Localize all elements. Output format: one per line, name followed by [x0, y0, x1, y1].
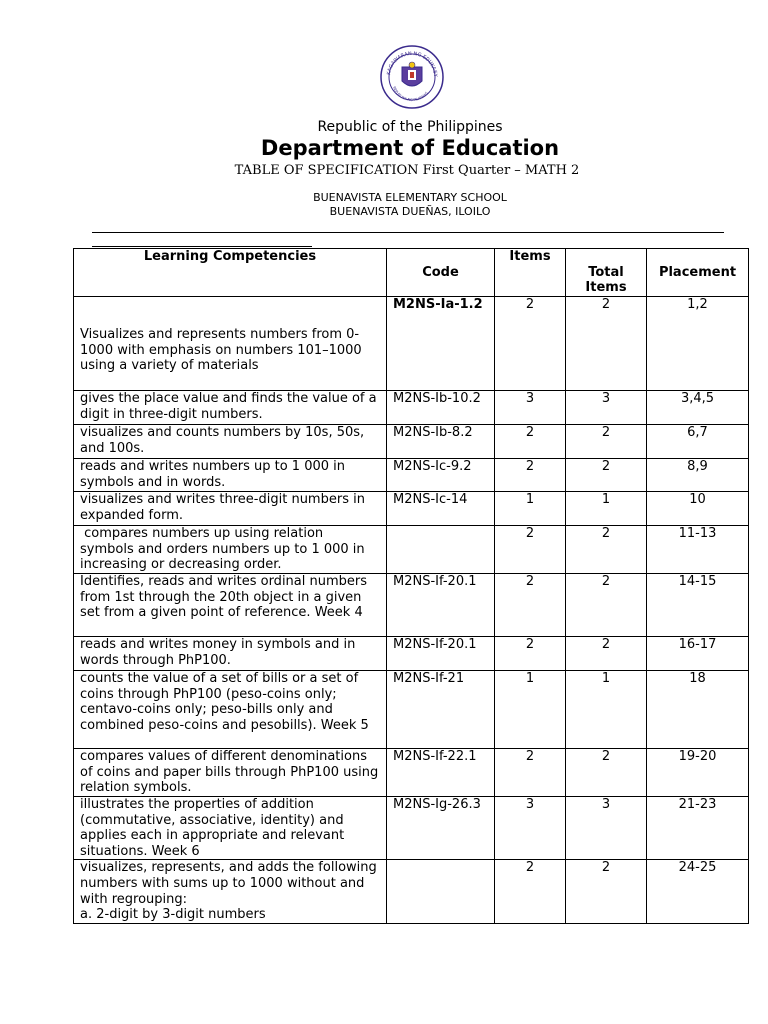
competency-cell: compares numbers up using relation symbols and orders numbers up to 1 000 in increasing or decreasing order.: [74, 526, 387, 574]
placement-cell: 6,7: [647, 425, 749, 459]
total-cell: 2: [566, 425, 647, 459]
svg-text:KAGAWARAN NG EDUKASYON: KAGAWARAN NG EDUKASY: [386, 50, 439, 77]
items-cell: 2: [495, 574, 566, 637]
competency-cell: counts the value of a set of bills or a set of coins through PhP100 (peso-coins only; centavo-coins only; peso-bills only and combined peso-coins and pesobills). Week 5: [74, 671, 387, 749]
header-total-items: Total Items: [566, 249, 647, 297]
divider-line-short: [92, 246, 312, 247]
total-cell: 1: [566, 671, 647, 749]
total-cell: 2: [566, 637, 647, 671]
competency-cell: reads and writes numbers up to 1 000 in symbols and in words.: [74, 459, 387, 492]
table-row: [74, 459, 749, 492]
competency-cell: Visualizes and represents numbers from 0-1000 with emphasis on numbers 101–1000 using a variety of materials: [74, 297, 387, 391]
department-heading: Department of Education: [260, 136, 560, 160]
items-cell: 1: [495, 671, 566, 749]
tos-title: TABLE OF SPECIFICATION First Quarter – MATH 2: [234, 163, 580, 178]
divider-line: [92, 232, 724, 233]
placement-cell: 1,2: [647, 297, 749, 391]
items-cell: 2: [495, 425, 566, 459]
table-row: [74, 860, 749, 923]
table-row: [74, 492, 749, 526]
competency-subitem: a. 2-digit by 3-digit numbers: [80, 907, 266, 923]
header-competency: Learning Competencies: [74, 249, 387, 297]
placement-cell: 19-20: [647, 749, 749, 797]
placement-cell: 3,4,5: [647, 391, 749, 425]
code-cell: M2NS-Ib-10.2: [387, 391, 495, 425]
table-row: [74, 297, 749, 391]
placement-cell: 14-15: [647, 574, 749, 637]
items-cell: 1: [495, 492, 566, 526]
code-cell: M2NS-If-22.1: [387, 749, 495, 797]
header-code: Code: [387, 249, 495, 297]
header-items: Items: [495, 249, 566, 297]
deped-seal-logo: [380, 45, 444, 109]
competency-cell: visualizes and writes three-digit numbers in expanded form.: [74, 492, 387, 526]
header-placement: Placement: [647, 249, 749, 297]
items-cell: 3: [495, 797, 566, 860]
competency-cell: gives the place value and finds the value of a digit in three-digit numbers.: [74, 391, 387, 425]
table-row: [74, 425, 749, 459]
total-cell: 2: [566, 574, 647, 637]
total-cell: 3: [566, 391, 647, 425]
placement-cell: 11-13: [647, 526, 749, 574]
items-cell: 2: [495, 459, 566, 492]
items-cell: 2: [495, 860, 566, 923]
code-cell: M2NS-Ib-8.2: [387, 425, 495, 459]
code-cell: [387, 860, 495, 923]
table-row: [74, 671, 749, 749]
code-cell: M2NS-If-21: [387, 671, 495, 749]
code-cell: M2NS-Ia-1.2: [387, 297, 495, 391]
items-cell: 2: [495, 526, 566, 574]
placement-cell: 24-25: [647, 860, 749, 923]
placement-cell: 10: [647, 492, 749, 526]
code-cell: M2NS-If-20.1: [387, 574, 495, 637]
placement-cell: 8,9: [647, 459, 749, 492]
total-cell: 2: [566, 749, 647, 797]
competency-cell: Identifies, reads and writes ordinal numbers from 1st through the 20th object in a given set from a given point of reference. Week 4: [74, 574, 387, 637]
competency-cell: visualizes and counts numbers by 10s, 50s, and 100s.: [74, 425, 387, 459]
table-row: [74, 391, 749, 425]
total-cell: 2: [566, 297, 647, 391]
items-cell: 3: [495, 391, 566, 425]
total-cell: 2: [566, 459, 647, 492]
total-cell: 1: [566, 492, 647, 526]
table-row: [74, 797, 749, 860]
items-cell: 2: [495, 297, 566, 391]
republic-heading: Republic of the Philippines: [317, 119, 503, 135]
placement-cell: 16-17: [647, 637, 749, 671]
code-cell: [387, 526, 495, 574]
school-name: BUENAVISTA ELEMENTARY SCHOOL: [313, 191, 507, 204]
competency-cell: compares values of different denominations of coins and paper bills through PhP100 using relation symbols.: [74, 749, 387, 797]
total-cell: 3: [566, 797, 647, 860]
table-row: [74, 574, 749, 637]
svg-text:REPUBLIKA NG PILIPINAS: REPUBLIKA NG PILIPINAS: [391, 85, 429, 103]
table-row: [74, 526, 749, 574]
table-header-row: [74, 249, 749, 297]
competency-text: visualizes, represents, and adds the following numbers with sums up to 1000 without and with regrouping:: [80, 860, 377, 907]
items-cell: 2: [495, 749, 566, 797]
code-cell: M2NS-Ic-9.2: [387, 459, 495, 492]
code-cell: M2NS-Ig-26.3: [387, 797, 495, 860]
competency-cell: [74, 860, 387, 923]
total-cell: 2: [566, 860, 647, 923]
total-cell: 2: [566, 526, 647, 574]
code-cell: M2NS-Ic-14: [387, 492, 495, 526]
competency-cell: reads and writes money in symbols and in words through PhP100.: [74, 637, 387, 671]
competency-cell: illustrates the properties of addition (commutative, associative, identity) and applies each in appropriate and relevant situations. Week 6: [74, 797, 387, 860]
placement-cell: 21-23: [647, 797, 749, 860]
table-row: [74, 749, 749, 797]
table-row: [74, 637, 749, 671]
items-cell: 2: [495, 637, 566, 671]
code-cell: M2NS-If-20.1: [387, 637, 495, 671]
placement-cell: 18: [647, 671, 749, 749]
school-address: BUENAVISTA DUEÑAS, ILOILO: [329, 205, 491, 218]
specification-table: [73, 248, 749, 924]
